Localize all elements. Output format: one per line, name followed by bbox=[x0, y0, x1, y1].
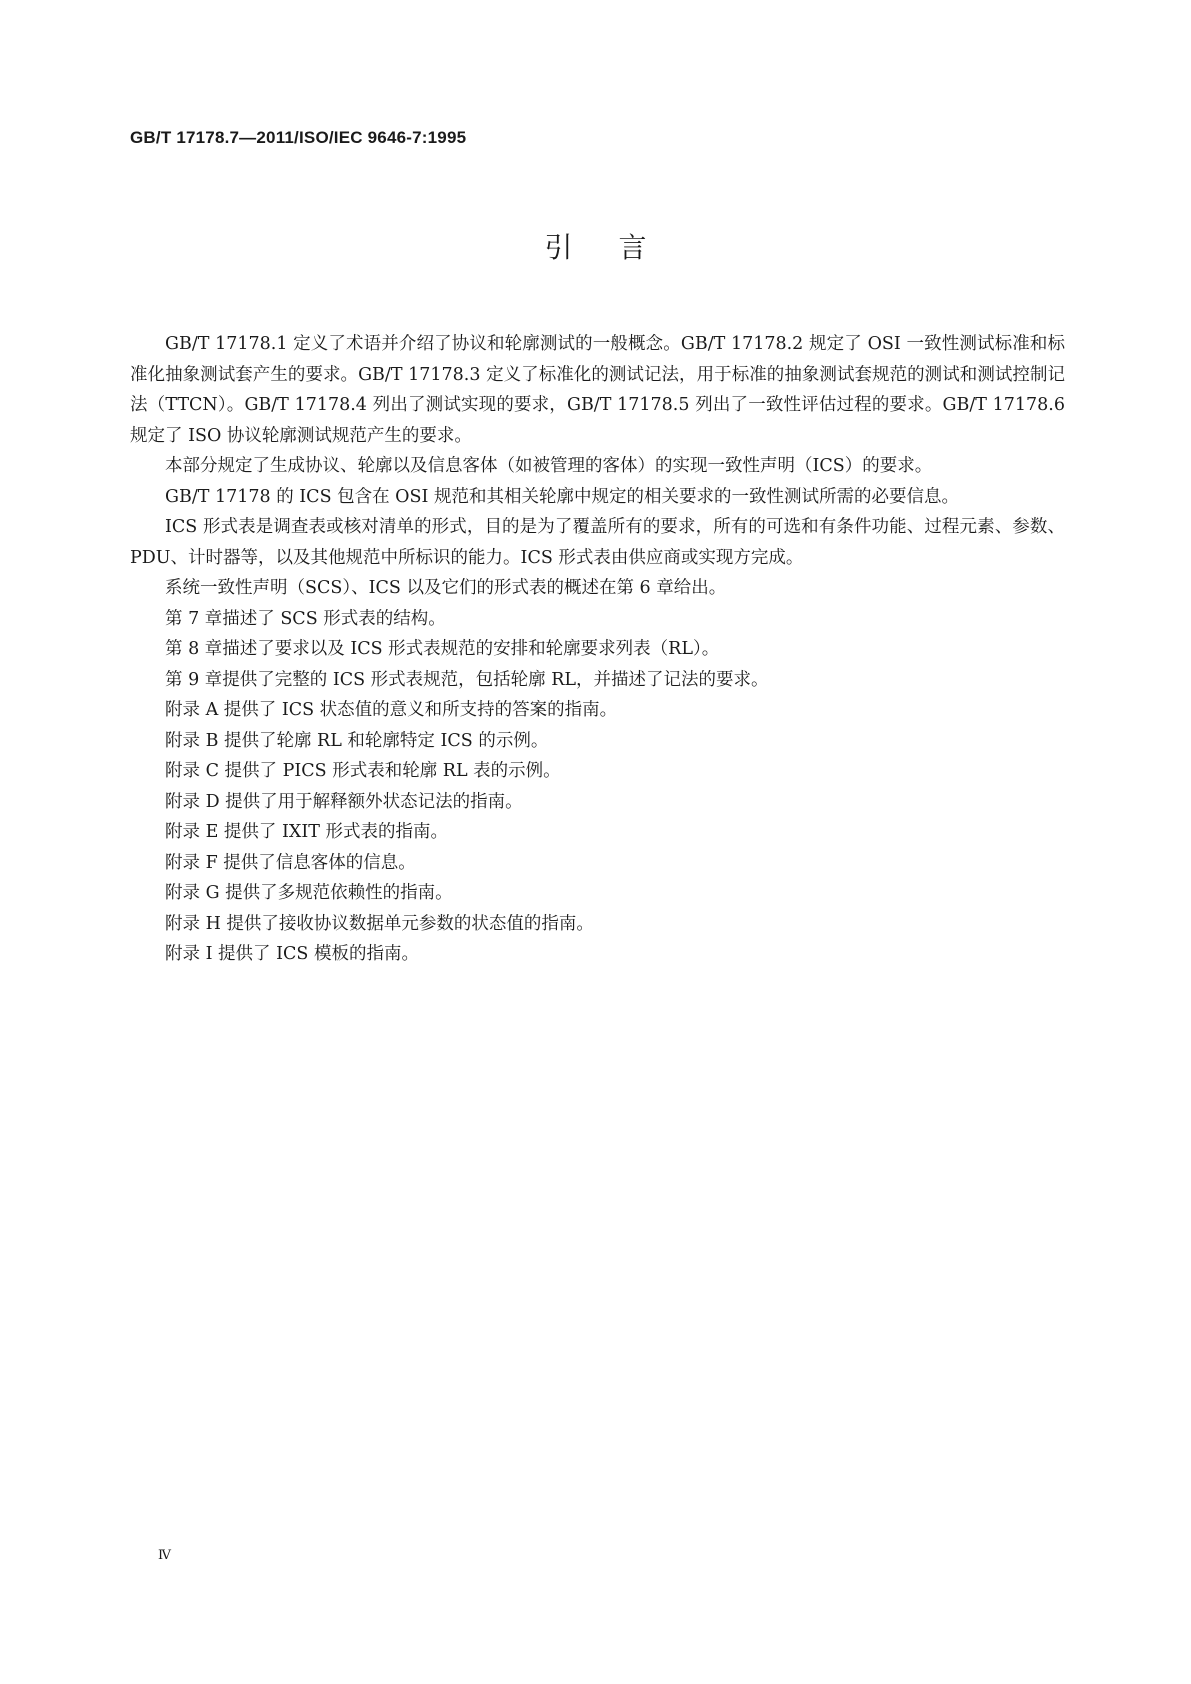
paragraph-annex-c: 附录 C 提供了 PICS 形式表和轮廓 RL 表的示例。 bbox=[165, 761, 561, 781]
paragraph-annex-h: 附录 H 提供了接收协议数据单元参数的状态值的指南。 bbox=[165, 913, 594, 934]
paragraph-annex-f: 附录 F 提供了信息客体的信息。 bbox=[165, 852, 416, 873]
paragraph-series-overview: GB/T 17178.1 定义了术语并介绍了协议和轮廓测试的一般概念。GB/T 17178.2 规定了 OSI 一致性测试标准和标准化抽象测试套产生的要求。GB/T 17178.3 定义了标准化的测试记法，用于标准的抽象测试套规范的测试和测试控制记法（TTCN）。GB/T 17178.4 列出了测试实现的要求，GB/T 17178.5 列出了一致性评估过程的要求。GB/T 17178.6 规定了 ISO 协议轮廓测试规范产生的要求。 bbox=[130, 334, 1065, 446]
paragraph-annex-g: 附录 G 提供了多规范依赖性的指南。 bbox=[165, 883, 453, 903]
paragraph-annex-i: 附录 I 提供了 ICS 模板的指南。 bbox=[165, 944, 419, 964]
paragraph-annex-a: 附录 A 提供了 ICS 状态值的意义和所支持的答案的指南。 bbox=[165, 700, 618, 720]
paragraph-chapter-7: 第 7 章描述了 SCS 形式表的结构。 bbox=[165, 608, 446, 629]
introduction-body bbox=[130, 329, 1065, 970]
paragraph-chapter-8: 第 8 章描述了要求以及 ICS 形式表规范的安排和轮廓要求列表（RL）。 bbox=[165, 639, 720, 659]
paragraph-ics-proforma: ICS 形式表是调查表或核对清单的形式，目的是为了覆盖所有的要求，所有的可选和有条件功能、过程元素、参数、PDU、计时器等，以及其他规范中所标识的能力。ICS 形式表由供应商或实现方完成。 bbox=[130, 517, 1065, 568]
standard-number-header: GB/T 17178.7—2011/ISO/IEC 9646-7:1995 bbox=[130, 128, 467, 147]
paragraph-ics-contents: GB/T 17178 的 ICS 包含在 OSI 规范和其相关轮廓中规定的相关要求的一致性测试所需的必要信息。 bbox=[165, 486, 959, 507]
paragraph-annex-d: 附录 D 提供了用于解释额外状态记法的指南。 bbox=[165, 791, 523, 812]
paragraph-annex-e: 附录 E 提供了 IXIT 形式表的指南。 bbox=[165, 822, 448, 842]
paragraph-annex-b: 附录 B 提供了轮廓 RL 和轮廓特定 ICS 的示例。 bbox=[165, 730, 549, 751]
paragraph-chapter-6: 系统一致性声明（SCS）、ICS 以及它们的形式表的概述在第 6 章给出。 bbox=[165, 578, 727, 598]
page-number: Ⅳ bbox=[158, 1548, 171, 1563]
paragraph-chapter-9: 第 9 章提供了完整的 ICS 形式表规范，包括轮廓 RL，并描述了记法的要求。 bbox=[165, 669, 769, 690]
page-title: 引言 bbox=[544, 231, 693, 264]
paragraph-part-scope: 本部分规定了生成协议、轮廓以及信息客体（如被管理的客体）的实现一致性声明（ICS）的要求。 bbox=[165, 456, 933, 476]
